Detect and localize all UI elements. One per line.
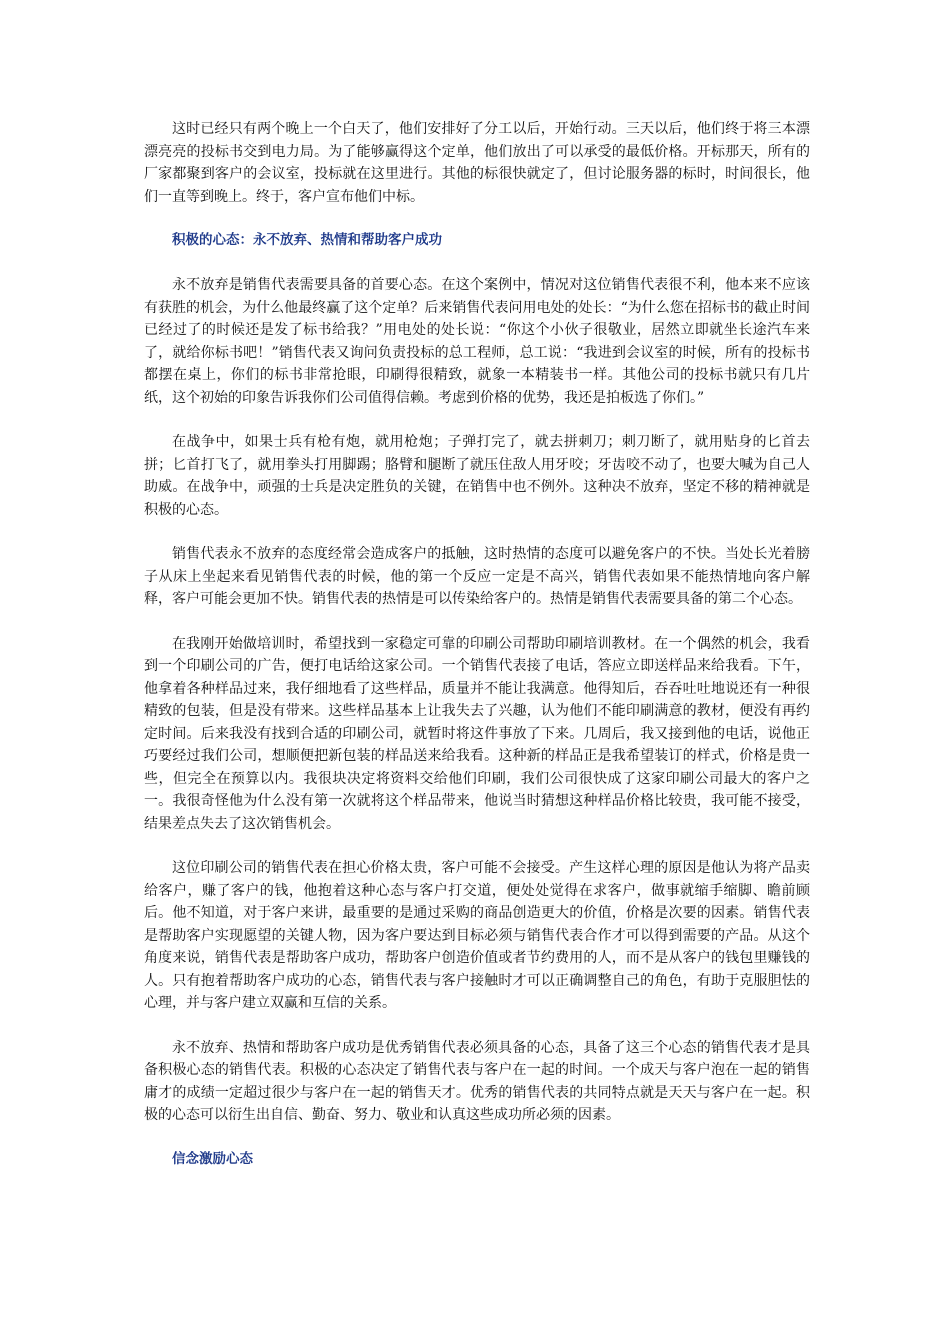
- section-heading-belief-motivation: 信念激励心态: [172, 1150, 253, 1167]
- document-body: [144, 118, 810, 1193]
- paragraph-never-give-up: 永不放弃是销售代表需要具备的首要心态。在这个案例中，情况对这位销售代表很不利，他本来不应该有获胜的机会，为什么他最终赢了这个定单？后来销售代表问用电处的处长：“为什么您在招标书的截止时间已经过了的时候还是发了标书给我？”用电处的处长说：“你这个小伙子很敬业，居然立即就坐长途汽车来了，就给你标书吧！”销售代表又询问负责投标的总工程师，总工说：“我进到会议室的时候，所有的投标书都摆在桌上，你们的标书非常抢眼，印刷得很精致，就象一本精装书一样。其他公司的投标书就只有几片纸，这个初始的印象告诉我你们公司值得信赖。考虑到价格的优势，我还是拍板选了你们。”: [144, 277, 810, 406]
- section-heading-positive-attitude: 积极的心态：永不放弃、热情和帮助客户成功: [172, 232, 442, 248]
- paragraph-helping-customers: 这位印刷公司的销售代表在担心价格太贵，客户可能不会接受。产生这样心理的原因是他认为将产品卖给客户，赚了客户的钱，他抱着这种心态与客户打交道，便处处觉得在求客户，做事就缩手缩脚、瞻前顾后。他不知道，对于客户来讲，最重要的是通过采购的商品创造更大的价值，价格是次要的因素。销售代表是帮助客户实现愿望的关键人物，因为客户要达到目标必须与销售代表合作才可以得到需要的产品。从这个角度来说，销售代表是帮助客户成功，帮助客户创造价值或者节约费用的人，而不是从客户的钱包里赚钱的人。只有抱着帮助客户成功的心态，销售代表与客户接触时才可以正确调整自己的角色，有助于克服胆怯的心理，并与客户建立双赢和互信的关系。: [144, 860, 810, 1011]
- paragraph-enthusiasm: 销售代表永不放弃的态度经常会造成客户的抵触，这时热情的态度可以避免客户的不快。当处长光着膀子从床上坐起来看见销售代表的时候，他的第一个反应一定是不高兴，销售代表如果不能热情地向客户解释，客户可能会更加不快。销售代表的热情是可以传染给客户的。热情是销售代表需要具备的第二个心态。: [144, 546, 810, 607]
- paragraph-war-analogy: 在战争中，如果士兵有枪有炮，就用枪炮；子弹打完了，就去拼刺刀；刺刀断了，就用贴身的匕首去拼；匕首打飞了，就用拳头打用脚踢；胳臂和腿断了就压住敌人用牙咬；牙齿咬不动了，也要大喊为自己人助威。在战争中，顽强的士兵是决定胜负的关键，在销售中也不例外。这种决不放弃，坚定不移的精神就是积极的心态。: [144, 434, 810, 518]
- paragraph-summary: 永不放弃、热情和帮助客户成功是优秀销售代表必须具备的心态，具备了这三个心态的销售代表才是具备积极心态的销售代表。积极的心态决定了销售代表与客户在一起的时间。一个成天与客户泡在一起的销售庸才的成绩一定超过很少与客户在一起的销售天才。优秀的销售代表的共同特点就是天天与客户在一起。积极的心态可以衍生出自信、勤奋、努力、敬业和认真这些成功所必须的因素。: [144, 1039, 810, 1123]
- paragraph-bid-submission: 这时已经只有两个晚上一个白天了，他们安排好了分工以后，开始行动。三天以后，他们终于将三本漂漂亮亮的投标书交到电力局。为了能够赢得这个定单，他们放出了可以承受的最低价格。开标那天，所有的厂家都聚到客户的会议室，投标就在这里进行。其他的标很快就定了，但讨论服务器的标时，时间很长，他们一直等到晚上。终于，客户宣布他们中标。: [144, 121, 810, 205]
- paragraph-printing-company-story: 在我刚开始做培训时，希望找到一家稳定可靠的印刷公司帮助印刷培训教材。在一个偶然的机会，我看到一个印刷公司的广告，便打电话给这家公司。一个销售代表接了电话，答应立即送样品来给我看。下午，他拿着各种样品过来，我仔细地看了这些样品，质量并不能让我满意。他得知后，吞吞吐吐地说还有一种很精致的包装，但是没有带来。这些样品基本上让我失去了兴趣，认为他们不能印刷满意的教材，便没有再约定时间。后来我没有找到合适的印刷公司，就暂时将这件事放了下来。几周后，我又接到他的电话，说他正巧要经过我们公司，想顺便把新包装的样品送来给我看。这种新的样品正是我希望装订的样式，价格是贵一些，但完全在预算以内。我很块决定将资料交给他们印刷，我们公司很快成了这家印刷公司最大的客户之一。我很奇怪他为什么没有第一次就将这个样品带来，他说当时猜想这种样品价格比较贵，我可能不接受，结果差点失去了这次销售机会。: [144, 635, 810, 832]
